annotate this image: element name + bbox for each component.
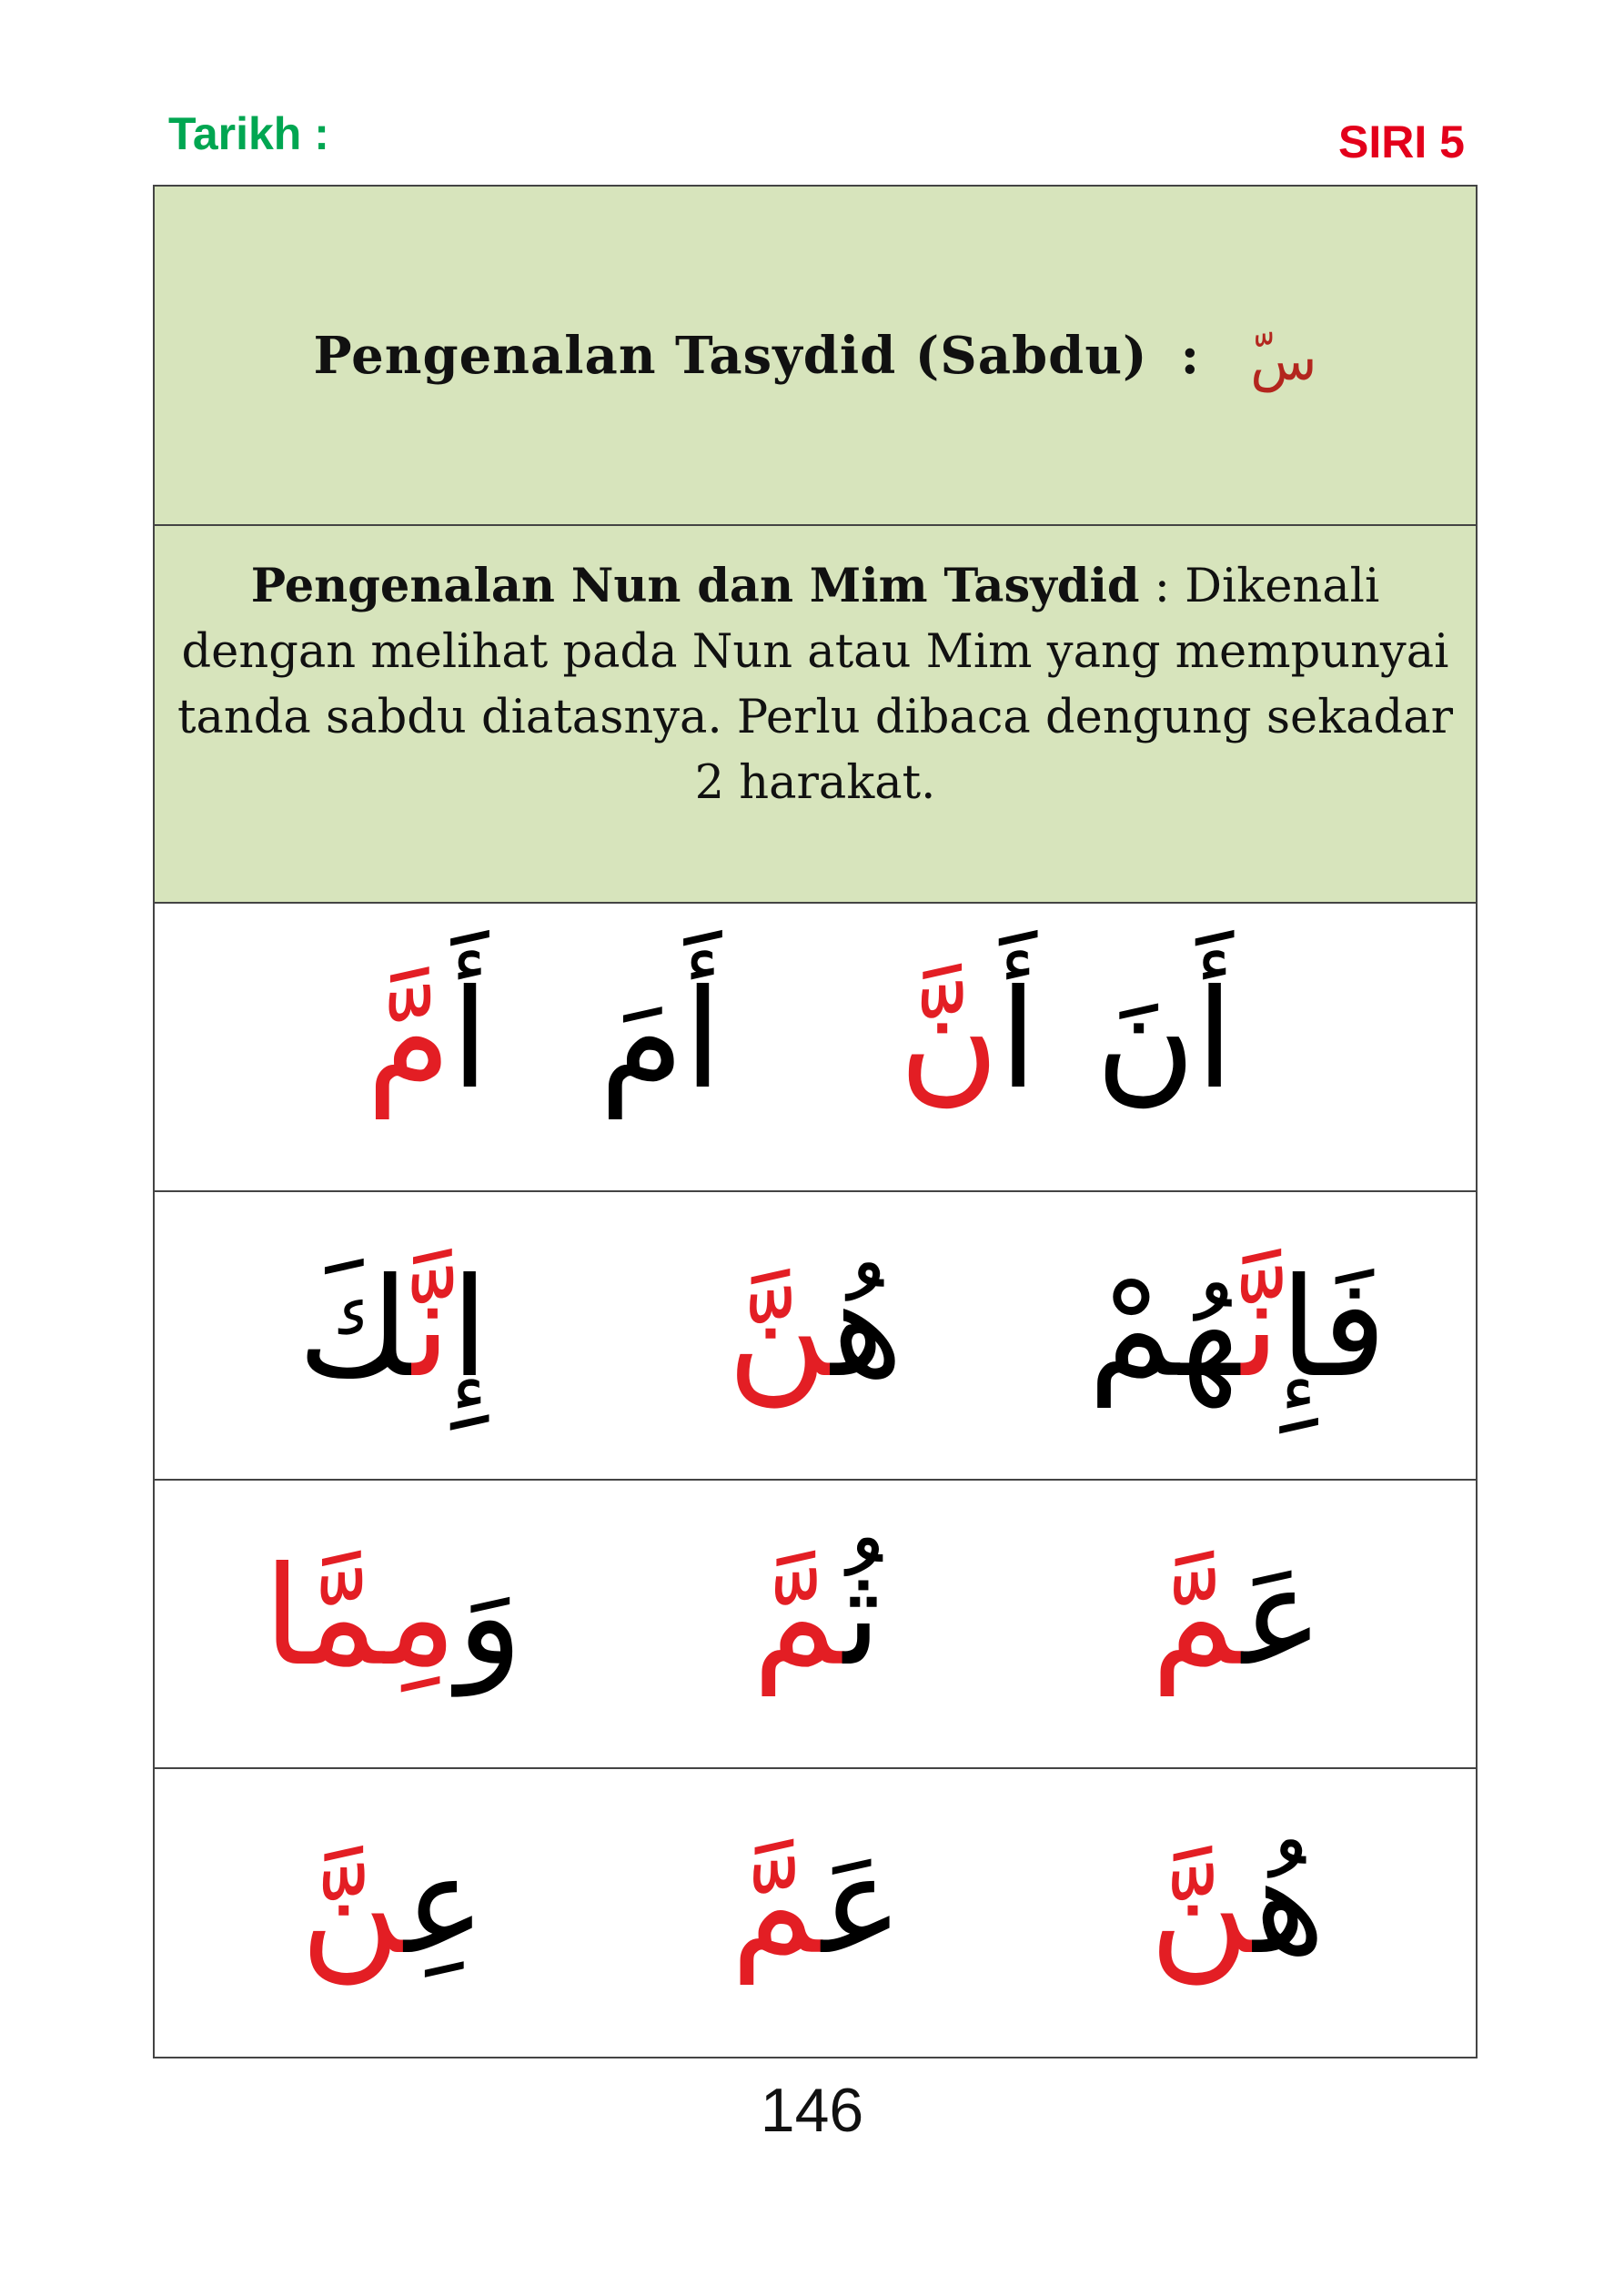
shaddah-mark: ّس — [1250, 329, 1317, 393]
title-colon: : — [1180, 325, 1200, 386]
page-number: 146 — [760, 2076, 864, 2145]
description-body: : Dikenali dengan melihat pada Nun atau Mim yang mempunyai tanda sabdu diatasnya. Perlu dibaca dengung sekadar 2 harakat. — [177, 560, 1453, 810]
practice-word: أَمَ — [599, 961, 722, 1119]
practice-word: فَإِنَّهُمْ — [1087, 1249, 1387, 1408]
practice-word: إِنَّكَ — [298, 1249, 489, 1408]
practice-row-3 — [155, 1481, 1476, 1769]
practice-word: وَمِمَّا — [263, 1538, 523, 1696]
practice-row-2 — [155, 1192, 1476, 1481]
date-label: Tarikh : — [168, 108, 329, 159]
practice-word: هُنَّ — [1149, 1826, 1326, 1985]
practice-word: ثُمَّ — [752, 1538, 882, 1696]
practice-row-1 — [155, 904, 1476, 1192]
title-box — [155, 187, 1476, 526]
practice-word: عَمَّ — [731, 1826, 903, 1985]
practice-word: عَمَّ — [1151, 1538, 1324, 1696]
practice-row-4 — [155, 1769, 1476, 2057]
practice-word: أَنَّ — [899, 961, 1037, 1119]
lesson-sheet — [153, 185, 1478, 2058]
description-heading: Pengenalan Nun dan Mim Tasydid — [250, 559, 1140, 613]
description-box — [155, 526, 1476, 904]
series-label: SIRI 5 — [1338, 116, 1465, 167]
practice-word: أَنَ — [1095, 961, 1234, 1119]
practice-word: هُنَّ — [727, 1249, 903, 1408]
practice-word: عِنَّ — [300, 1826, 486, 1985]
practice-word: أَمَّ — [366, 961, 489, 1119]
lesson-title: Pengenalan Tasydid (Sabdu) — [313, 325, 1148, 386]
